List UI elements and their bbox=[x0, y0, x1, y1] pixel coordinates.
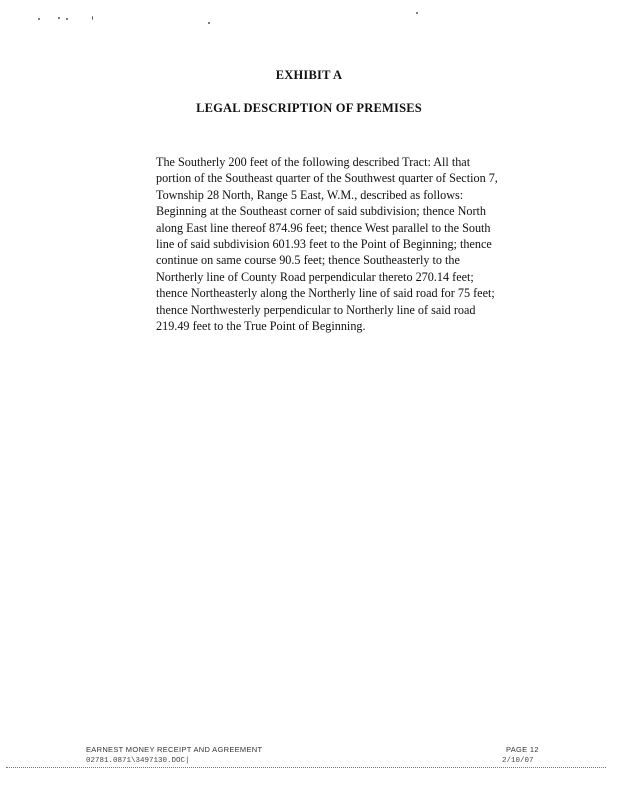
scan-speck bbox=[416, 12, 418, 14]
scan-speck bbox=[208, 22, 210, 24]
scan-speck bbox=[58, 17, 60, 19]
footer-document-code: 02781.0871\3497130.DOC| bbox=[86, 757, 190, 765]
scan-speck bbox=[92, 16, 93, 20]
footer-date: 2/10/07 bbox=[502, 757, 534, 765]
footer-divider bbox=[6, 767, 606, 768]
footer-document-title: EARNEST MONEY RECEIPT AND AGREEMENT bbox=[86, 745, 263, 754]
exhibit-heading: EXHIBIT A bbox=[275, 68, 343, 82]
footer-page-number: PAGE 12 bbox=[506, 745, 539, 754]
scan-speck bbox=[66, 18, 68, 20]
scan-speck bbox=[38, 18, 40, 20]
legal-description-heading: LEGAL DESCRIPTION OF PREMISES bbox=[196, 101, 422, 115]
legal-description-body: The Southerly 200 feet of the following described Tract: All that portion of the Southeast quarter of the Southwest quarter of Section 7, Township 28 North, Range 5 East, W.M., described as follows: Beginning at the Southeast corner of said subdivision; thence North along East line thereof 874.96 feet; thence West parallel to the South line of said subdivision 601.93 feet to the Point of Beginning; thence continue on same course 90.5 feet; thence Southeasterly to the Northerly line of County Road perpendicular thereto 270.14 feet; thence Northeasterly along the Northerly line of said road for 75 feet; thence Northwesterly perpendicular to Northerly line of said road 219.49 feet to the True Point of Beginning. bbox=[156, 155, 498, 334]
